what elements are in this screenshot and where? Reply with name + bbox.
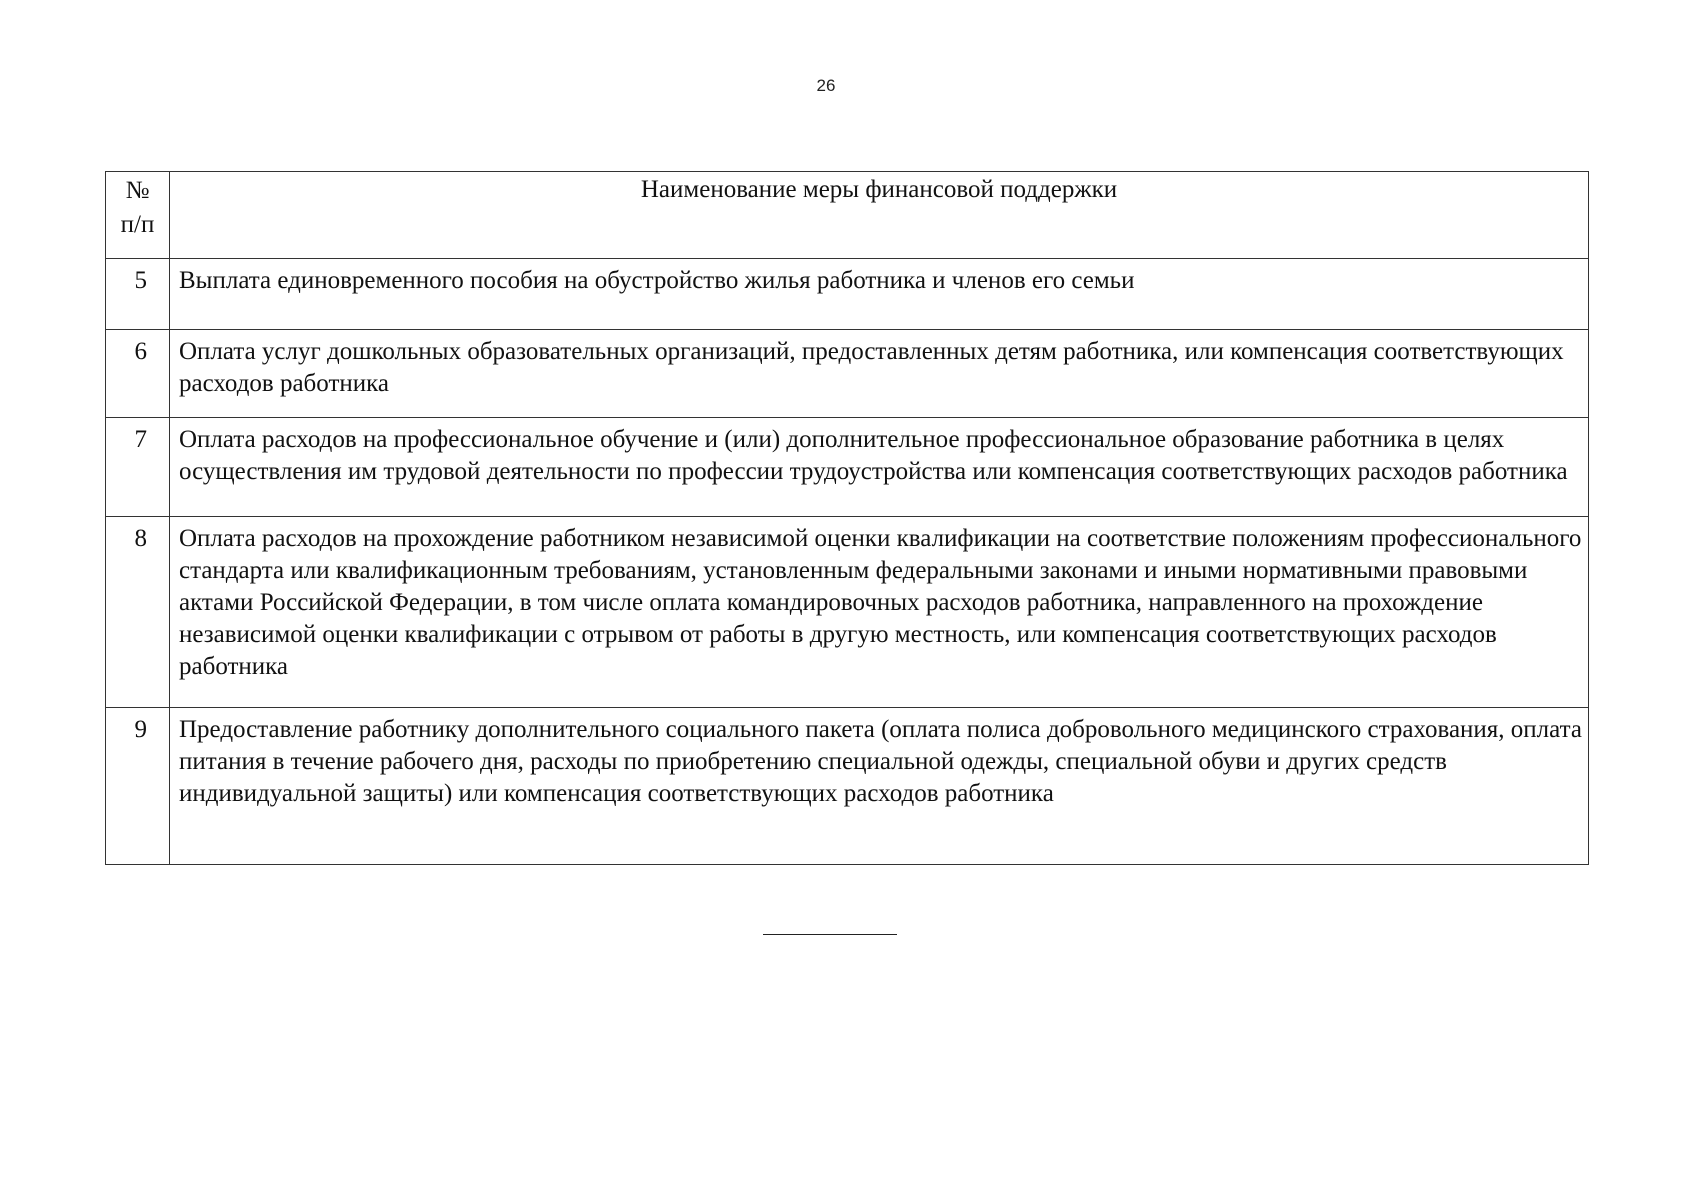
table-row	[106, 708, 1589, 865]
financial-support-table	[105, 171, 1589, 865]
table-row	[106, 517, 1589, 708]
page-number: 26	[816, 76, 836, 95]
table-row	[106, 330, 1589, 418]
table-row	[106, 418, 1589, 517]
number-header-symbol: №	[125, 177, 150, 204]
row-number: 9	[106, 708, 170, 865]
number-column-header	[106, 172, 170, 259]
row-text: Оплата услуг дошкольных образовательных организаций, предоставленных детям работника, или компенсация соответствующих расходов работника	[170, 330, 1589, 418]
row-number: 7	[106, 418, 170, 517]
number-header-abbrev: п/п	[120, 211, 155, 238]
table-row	[106, 259, 1589, 330]
row-number: 8	[106, 517, 170, 708]
row-text: Предоставление работнику дополнительного социального пакета (оплата полиса добровольного медицинского страхования, оплата питания в течение рабочего дня, расходы по приобретению специальной одежды, специальной обуви и других средств индивидуальной защиты) или компенсация соответствующих расходов работника	[170, 708, 1589, 865]
row-text: Оплата расходов на профессиональное обучение и (или) дополнительное профессиональное образование работника в целях осуществления им трудовой деятельности по профессии трудоустройства или компенсация соответствующих расходов работника	[170, 418, 1589, 517]
end-of-document-rule	[763, 934, 897, 935]
row-number: 5	[106, 259, 170, 330]
name-column-header: Наименование меры финансовой поддержки	[170, 172, 1589, 259]
row-text: Выплата единовременного пособия на обустройство жилья работника и членов его семьи	[170, 259, 1589, 330]
row-number: 6	[106, 330, 170, 418]
row-text: Оплата расходов на прохождение работником независимой оценки квалификации на соответствие положениям профессионального стандарта или квалификационным требованиям, установленным федеральными законами и иными нормативными правовыми актами Российской Федерации, в том числе оплата командировочных расходов работника, направленного на прохождение независимой оценки квалификации с отрывом от работы в другую местность, или компенсация соответствующих расходов работника	[170, 517, 1589, 708]
table-header-row	[106, 172, 1589, 259]
